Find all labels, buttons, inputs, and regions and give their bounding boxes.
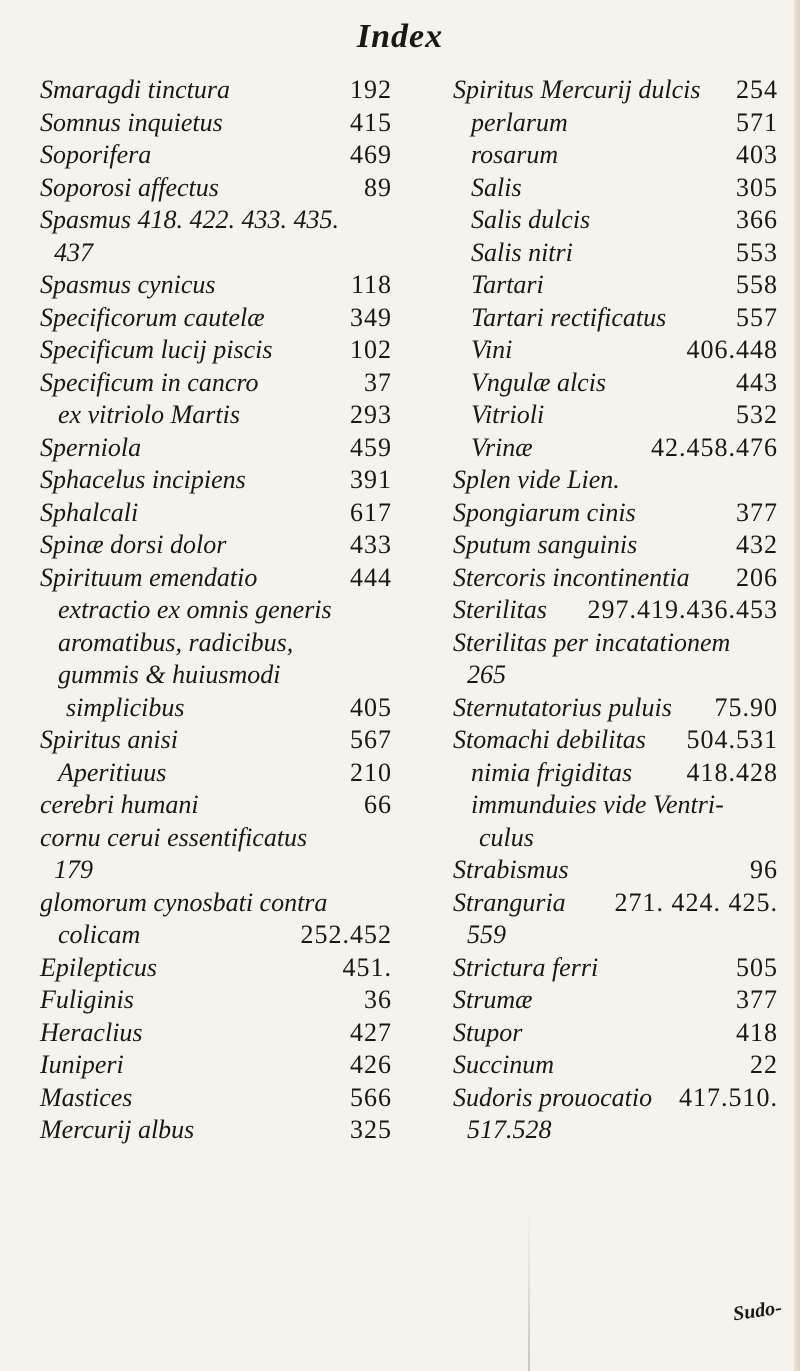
entry-term: Spasmus cynicus bbox=[40, 270, 216, 299]
entry-term: glomorum cynosbati contra bbox=[40, 887, 328, 917]
index-entry bbox=[40, 107, 392, 140]
entry-term: Sputum sanguinis bbox=[453, 530, 638, 559]
entry-term: Vrinæ bbox=[471, 432, 533, 462]
entry-page-number: 417.510. bbox=[679, 1082, 778, 1112]
index-entry bbox=[453, 172, 778, 205]
entry-page-number: 252.452 bbox=[300, 920, 392, 949]
index-entry bbox=[40, 887, 392, 920]
entry-term: Salis bbox=[471, 172, 522, 202]
entry-term: perlarum bbox=[471, 107, 568, 137]
index-entry bbox=[40, 952, 392, 985]
entry-page-number: 557 bbox=[736, 302, 778, 332]
index-entry bbox=[40, 919, 392, 952]
entry-term: Stranguria bbox=[453, 887, 566, 917]
index-entry bbox=[453, 107, 778, 140]
index-entry bbox=[40, 367, 392, 400]
index-entry bbox=[453, 627, 778, 660]
entry-term: 517.528 bbox=[467, 1115, 552, 1144]
entry-term: Heraclius bbox=[40, 1017, 143, 1047]
entry-term: Tartari rectificatus bbox=[471, 302, 667, 332]
entry-term: Spinæ dorsi dolor bbox=[40, 530, 227, 559]
index-entry bbox=[453, 952, 778, 985]
index-entry bbox=[453, 919, 778, 952]
entry-term: rosarum bbox=[471, 140, 559, 169]
index-entry bbox=[40, 334, 392, 367]
entry-term: 179 bbox=[54, 855, 93, 884]
entry-page-number: 36 bbox=[364, 985, 392, 1014]
entry-page-number: 617 bbox=[350, 497, 392, 527]
entry-term: cornu cerui essentificatus bbox=[40, 822, 308, 852]
entry-page-number: 432 bbox=[736, 530, 778, 559]
entry-page-number: 571 bbox=[736, 107, 778, 137]
index-entry bbox=[453, 562, 778, 595]
entry-page-number: 504.531 bbox=[686, 725, 778, 754]
entry-term: Sperniola bbox=[40, 432, 142, 462]
index-entry bbox=[453, 854, 778, 887]
entry-term: Spongiarum cinis bbox=[453, 497, 636, 527]
index-entry bbox=[40, 1049, 392, 1082]
entry-term: Sudoris prouocatio bbox=[453, 1082, 653, 1112]
entry-term: Salis dulcis bbox=[471, 205, 591, 234]
entry-page-number: 459 bbox=[350, 432, 392, 462]
entry-term: Iuniperi bbox=[40, 1050, 124, 1079]
entry-term: ex vitriolo Martis bbox=[58, 400, 240, 429]
entry-term: Spasmus 418. 422. 433. 435. bbox=[40, 205, 340, 234]
entry-term: Soporosi affectus bbox=[40, 172, 219, 202]
entry-term: nimia frigiditas bbox=[471, 757, 633, 787]
index-entry bbox=[40, 1114, 392, 1147]
entry-term: Sphalcali bbox=[40, 497, 139, 527]
index-entry bbox=[453, 887, 778, 920]
index-entry bbox=[453, 1017, 778, 1050]
index-entry bbox=[453, 139, 778, 172]
entry-term: Smaragdi tinctura bbox=[40, 75, 230, 104]
entry-page-number: 293 bbox=[350, 400, 392, 429]
entry-term: extractio ex omnis generis bbox=[58, 595, 332, 624]
entry-page-number: 325 bbox=[350, 1115, 392, 1144]
entry-term: 265 bbox=[467, 660, 506, 689]
index-entry bbox=[453, 204, 778, 237]
entry-term: Sternutatorius puluis bbox=[453, 692, 672, 722]
index-entry bbox=[40, 172, 392, 205]
entry-page-number: 469 bbox=[350, 140, 392, 169]
index-entry bbox=[453, 594, 778, 627]
entry-term: Stercoris incontinentia bbox=[453, 562, 690, 592]
index-entry bbox=[453, 269, 778, 302]
entry-page-number: 566 bbox=[350, 1082, 392, 1112]
entry-term: cerebri humani bbox=[40, 790, 199, 819]
entry-page-number: 366 bbox=[736, 205, 778, 234]
index-entry bbox=[40, 594, 392, 627]
entry-term: Specificorum cautelæ bbox=[40, 302, 265, 332]
index-entry bbox=[40, 724, 392, 757]
entry-page-number: 66 bbox=[364, 790, 392, 819]
index-entry bbox=[453, 1049, 778, 1082]
entry-page-number: 444 bbox=[350, 562, 392, 592]
entry-term: Vitrioli bbox=[471, 400, 545, 429]
entry-term: Somnus inquietus bbox=[40, 107, 223, 137]
entry-page-number: 305 bbox=[736, 172, 778, 202]
entry-term: Spirituum emendatio bbox=[40, 562, 258, 592]
entry-page-number: 567 bbox=[350, 725, 392, 754]
entry-page-number: 451. bbox=[342, 952, 392, 982]
entry-page-number: 254 bbox=[736, 75, 778, 104]
entry-term: Spiritus anisi bbox=[40, 725, 178, 754]
index-entry bbox=[453, 822, 778, 855]
entry-term: 559 bbox=[467, 920, 506, 949]
entry-term: Spiritus Mercurij dulcis bbox=[453, 75, 701, 104]
entry-page-number: 403 bbox=[736, 140, 778, 169]
entry-term: 437 bbox=[54, 237, 93, 267]
entry-page-number: 426 bbox=[350, 1050, 392, 1079]
index-entry bbox=[453, 789, 778, 822]
index-entry bbox=[40, 269, 392, 302]
entry-page-number: 415 bbox=[350, 107, 392, 137]
entry-page-number: 75.90 bbox=[714, 692, 778, 722]
entry-page-number: 89 bbox=[364, 172, 392, 202]
entry-page-number: 22 bbox=[750, 1050, 778, 1079]
entry-term: Salis nitri bbox=[471, 237, 573, 267]
entry-page-number: 271. 424. 425. bbox=[614, 887, 778, 917]
index-column-left bbox=[40, 74, 392, 1147]
index-entry bbox=[40, 984, 392, 1017]
entry-term: Tartari bbox=[471, 270, 544, 299]
entry-term: Vini bbox=[471, 335, 513, 364]
entry-term: Stomachi debilitas bbox=[453, 725, 646, 754]
index-entry bbox=[40, 627, 392, 660]
index-column-right bbox=[453, 74, 778, 1147]
entry-term: Sterilitas bbox=[453, 595, 547, 624]
entry-page-number: 553 bbox=[736, 237, 778, 267]
entry-term: simplicibus bbox=[66, 692, 185, 722]
entry-page-number: 42.458.476 bbox=[651, 432, 778, 462]
entry-page-number: 206 bbox=[736, 562, 778, 592]
index-entry bbox=[40, 692, 392, 725]
entry-term: Sphacelus incipiens bbox=[40, 465, 246, 494]
entry-term: Aperitiuus bbox=[58, 757, 167, 787]
entry-page-number: 349 bbox=[350, 302, 392, 332]
index-entry bbox=[453, 659, 778, 692]
index-entry bbox=[40, 302, 392, 335]
entry-page-number: 297.419.436.453 bbox=[587, 595, 778, 624]
index-entry bbox=[453, 984, 778, 1017]
index-entry bbox=[40, 497, 392, 530]
index-entry bbox=[453, 1082, 778, 1115]
index-entry bbox=[40, 237, 392, 270]
entry-page-number: 405 bbox=[350, 692, 392, 722]
index-entry bbox=[40, 74, 392, 107]
entry-term: Fuliginis bbox=[40, 985, 134, 1014]
entry-page-number: 391 bbox=[350, 465, 392, 494]
index-entry bbox=[453, 757, 778, 790]
index-entry bbox=[40, 1017, 392, 1050]
index-entry bbox=[40, 854, 392, 887]
entry-term: Strictura ferri bbox=[453, 952, 599, 982]
index-entry bbox=[40, 464, 392, 497]
entry-term: Mercurij albus bbox=[40, 1115, 195, 1144]
index-entry bbox=[40, 757, 392, 790]
index-entry bbox=[40, 1082, 392, 1115]
entry-term: Vngulæ alcis bbox=[471, 367, 607, 397]
index-entry bbox=[453, 724, 778, 757]
page-fold-crease bbox=[528, 1210, 530, 1371]
catchword: Sudo- bbox=[731, 1296, 784, 1326]
entry-page-number: 433 bbox=[350, 530, 392, 559]
entry-page-number: 532 bbox=[736, 400, 778, 429]
entry-term: culus bbox=[479, 822, 534, 852]
entry-page-number: 418 bbox=[736, 1017, 778, 1047]
index-entry bbox=[453, 74, 778, 107]
index-entry bbox=[40, 789, 392, 822]
entry-term: Strabismus bbox=[453, 855, 569, 884]
entry-term: Epilepticus bbox=[40, 952, 157, 982]
index-entry bbox=[453, 692, 778, 725]
entry-term: gummis & huiusmodi bbox=[58, 660, 281, 689]
entry-term: Mastices bbox=[40, 1082, 133, 1112]
entry-page-number: 210 bbox=[350, 757, 392, 787]
index-entry bbox=[40, 529, 392, 562]
index-entry bbox=[453, 432, 778, 465]
index-entry bbox=[453, 302, 778, 335]
entry-page-number: 406.448 bbox=[686, 335, 778, 364]
entry-page-number: 427 bbox=[350, 1017, 392, 1047]
entry-term: Sterilitas per incatationem bbox=[453, 627, 731, 657]
index-entry bbox=[40, 822, 392, 855]
entry-term: aromatibus, radicibus, bbox=[58, 627, 294, 657]
entry-term: Succinum bbox=[453, 1050, 555, 1079]
index-entry bbox=[40, 139, 392, 172]
index-entry bbox=[453, 399, 778, 432]
index-entry bbox=[453, 464, 778, 497]
index-entry bbox=[453, 367, 778, 400]
entry-term: Specificum lucij piscis bbox=[40, 335, 273, 364]
entry-term: Stupor bbox=[453, 1017, 523, 1047]
index-entry bbox=[453, 497, 778, 530]
entry-term: colicam bbox=[58, 920, 141, 949]
entry-page-number: 192 bbox=[350, 75, 392, 104]
entry-term: Strumæ bbox=[453, 985, 533, 1014]
entry-page-number: 96 bbox=[750, 855, 778, 884]
entry-page-number: 377 bbox=[736, 497, 778, 527]
index-entry bbox=[453, 1114, 778, 1147]
entry-term: Specificum in cancro bbox=[40, 367, 259, 397]
page-edge bbox=[794, 0, 800, 1371]
index-entry bbox=[40, 204, 392, 237]
index-entry bbox=[40, 432, 392, 465]
entry-page-number: 418.428 bbox=[686, 757, 778, 787]
index-entry bbox=[453, 529, 778, 562]
index-entry bbox=[40, 659, 392, 692]
entry-page-number: 102 bbox=[350, 335, 392, 364]
entry-page-number: 377 bbox=[736, 985, 778, 1014]
page-header: Index bbox=[356, 18, 444, 55]
entry-page-number: 558 bbox=[736, 270, 778, 299]
index-entry bbox=[453, 334, 778, 367]
entry-page-number: 118 bbox=[350, 270, 392, 299]
index-entry bbox=[40, 399, 392, 432]
index-entry bbox=[453, 237, 778, 270]
entry-page-number: 37 bbox=[364, 367, 392, 397]
entry-page-number: 443 bbox=[736, 367, 778, 397]
entry-page-number: 505 bbox=[736, 952, 778, 982]
entry-term: Splen vide Lien. bbox=[453, 465, 620, 494]
index-entry bbox=[40, 562, 392, 595]
entry-term: Soporifera bbox=[40, 140, 152, 169]
entry-term: immunduies vide Ventri- bbox=[471, 790, 724, 819]
